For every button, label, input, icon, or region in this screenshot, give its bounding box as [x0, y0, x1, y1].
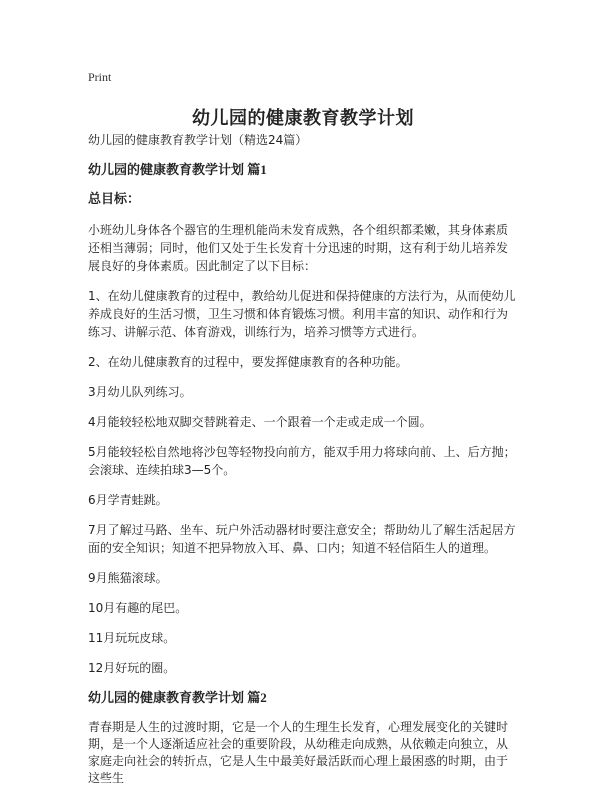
- section-heading-1: 幼儿园的健康教育教学计划 篇1: [88, 162, 267, 177]
- paragraph-december: 12月好玩的圈。: [88, 661, 176, 675]
- paragraph-october: 10月有趣的尾巴。: [88, 601, 188, 615]
- paragraph-june: 6月学青蛙跳。: [88, 493, 168, 507]
- print-link[interactable]: Print: [88, 70, 112, 84]
- paragraph-goal-2: 2、在幼儿健康教育的过程中，要发挥健康教育的各种功能。: [88, 355, 408, 369]
- paragraph-november: 11月玩玩皮球。: [88, 631, 176, 645]
- paragraph-adolescence: 青春期是人生的过渡时期，它是一个人的生理生长发育，心理发展变化的关键时期，是一个人逐渐适应社会的重要阶段，从幼稚走向成熟，从依赖走向独立，从家庭走向社会的转折点，它是人生中最美好最活跃而心理上最困惑的时期，由于这些生: [88, 720, 509, 785]
- paragraph-july: 7月了解过马路、坐车、玩户外活动器材时要注意安全；帮助幼儿了解生活起居方面的安全知识；知道不把异物放入耳、鼻、口内；知道不轻信陌生人的道理。: [88, 523, 516, 555]
- paragraph-september: 9月熊猫滚球。: [88, 571, 168, 585]
- paragraph-goal-1: 1、在幼儿健康教育的过程中，教给幼儿促进和保持健康的方法行为，从而使幼儿养成良好的生活习惯，卫生习惯和体育锻炼习惯。利用丰富的知识、动作和行为练习、讲解示范、体育游戏，训练行为，培养习惯等方式进行。: [88, 289, 516, 339]
- document-body: [88, 131, 518, 799]
- section-heading-2: 幼儿园的健康教育教学计划 篇2: [88, 690, 267, 705]
- paragraph-march: 3月幼儿队列练习。: [88, 385, 192, 399]
- goal-heading: 总目标：: [88, 192, 141, 207]
- paragraph-may: 5月能较轻松自然地将沙包等轻物投向前方，能双手用力将球向前、上、后方抛；会滚球、连续拍球3—5个。: [88, 445, 516, 477]
- document-subtitle: 幼儿园的健康教育教学计划（精选24篇）: [88, 133, 308, 147]
- paragraph-april: 4月能较轻松地双脚交替跳着走、一个跟着一个走或走成一个圆。: [88, 415, 432, 429]
- paragraph-intro: 小班幼儿身体各个器官的生理机能尚未发育成熟，各个组织都柔嫩，其身体素质还相当薄弱；同时，他们又处于生长发育十分迅速的时期，这有利于幼儿培养发展良好的身体素质。因此制定了以下目标：: [88, 223, 509, 273]
- page-title: 幼儿园的健康教育教学计划: [192, 108, 414, 129]
